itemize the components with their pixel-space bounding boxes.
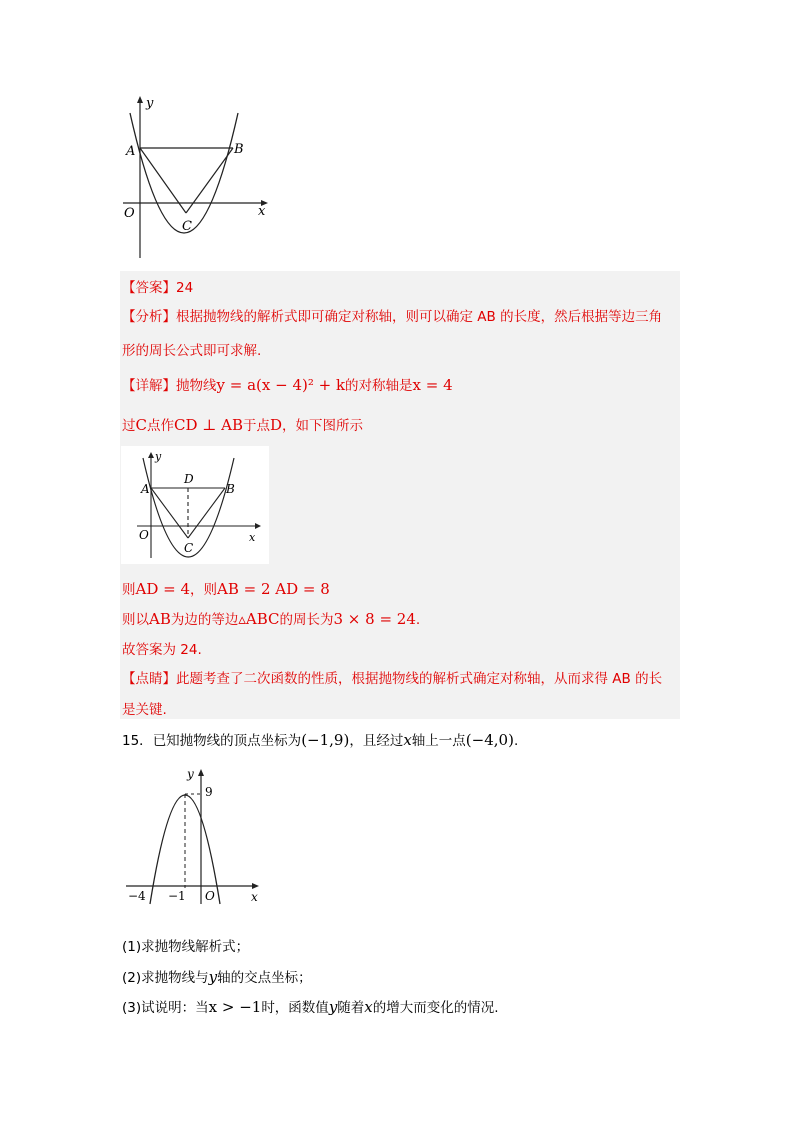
comment-tag: 【点睛】 — [122, 671, 176, 687]
label-y: y — [155, 450, 162, 463]
label-neg4: −4 — [128, 889, 146, 903]
figure-parabola-triangle — [118, 93, 278, 263]
label-a: A — [126, 144, 136, 159]
figure-parabola-triangle-altitude — [121, 446, 269, 564]
label-nine: 9 — [205, 785, 213, 799]
label-b: B — [226, 482, 235, 496]
analysis-tag: 【分析】 — [122, 309, 176, 325]
label-y: y — [146, 96, 154, 111]
label-o: O — [139, 528, 149, 542]
analysis-line-1: 【分析】根据抛物线的解析式即可确定对称轴，则可以确定 AB 的长度，然后根据等边三角 — [122, 309, 663, 325]
question-1: (1)求抛物线解析式； — [122, 939, 250, 955]
label-y: y — [187, 767, 194, 781]
label-d: D — [184, 472, 194, 486]
label-c: C — [184, 541, 194, 555]
label-o: O — [124, 206, 135, 221]
analysis-line-2: 形的周长公式即可求解. — [122, 343, 262, 359]
step4-line: 故答案为 24. — [122, 642, 202, 658]
label-x: x — [258, 204, 266, 219]
question-3: (3)试说明：当x > −1时，函数值y随着x的增大而变化的情况. — [122, 998, 499, 1016]
label-c: C — [182, 219, 192, 234]
label-neg1: −1 — [168, 889, 186, 903]
label-a: A — [141, 482, 150, 496]
step3-line: 则以AB为边的等边▵ABC的周长为3 × 8 = 24. — [122, 610, 421, 628]
detail-line: 【详解】抛物线y = a(x − 4)² + k的对称轴是x = 4 — [122, 376, 453, 394]
detail-formula: y = a(x − 4)² + k — [216, 376, 346, 394]
label-x: x — [251, 890, 258, 904]
step2-line: 则AD = 4，则AB = 2 AD = 8 — [122, 580, 330, 598]
answer-value: 24 — [176, 280, 194, 296]
detail-tag: 【详解】 — [122, 378, 176, 394]
detail-axis: x = 4 — [412, 376, 453, 394]
answer-tag: 【答案】 — [122, 280, 176, 296]
label-b: B — [234, 142, 244, 157]
step1-line: 过C点作CD ⊥ AB于点D，如下图所示 — [122, 416, 364, 434]
answer-line — [122, 276, 193, 296]
problem15-statement: 15．已知抛物线的顶点坐标为(−1,9)，且经过x轴上一点(−4,0). — [122, 731, 519, 749]
question-2: (2)求抛物线与y轴的交点坐标； — [122, 968, 312, 986]
label-o: O — [205, 889, 215, 903]
y-axis-arrow — [137, 96, 143, 103]
parabola-curve — [130, 113, 238, 233]
label-x: x — [249, 531, 256, 544]
y-axis-arrow — [198, 769, 204, 776]
comment-line-2: 是关键. — [122, 702, 167, 718]
x-axis-arrow — [252, 883, 259, 889]
figure-downward-parabola — [120, 764, 270, 909]
comment-line-1: 【点睛】此题考查了二次函数的性质，根据抛物线的解析式确定对称轴，从而求得 AB 的长 — [122, 671, 663, 687]
problem15-number: 15． — [122, 733, 153, 749]
